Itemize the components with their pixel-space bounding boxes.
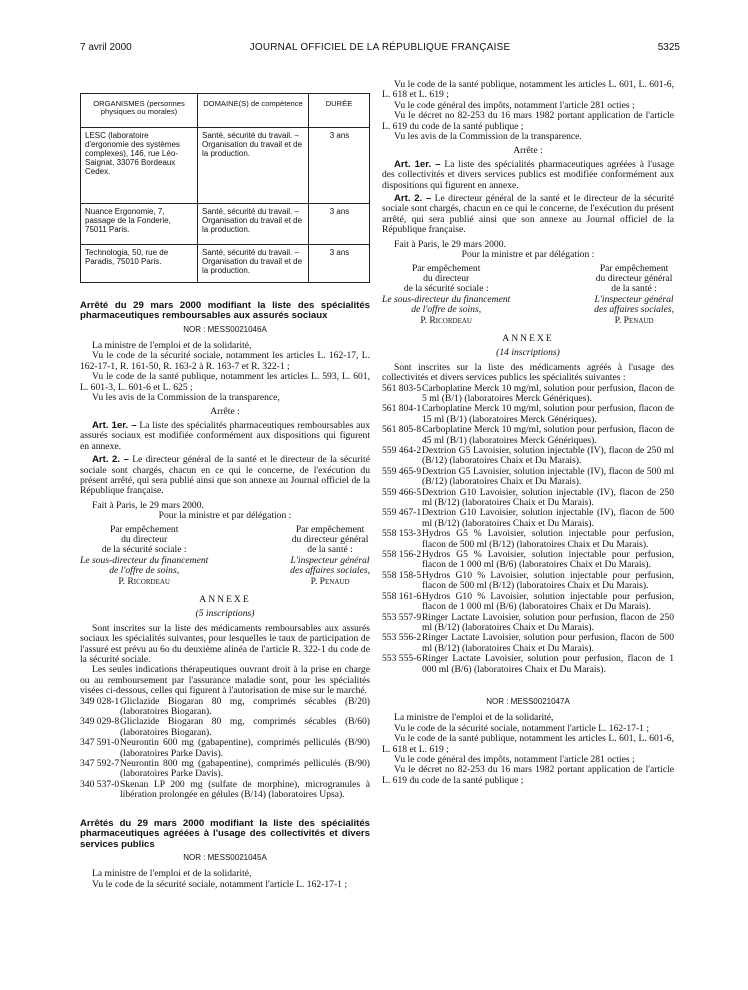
right-q5: Vu le décret no 82-253 du 16 mars 1982 portant application de l'article L. 619 du code de la santé publique ; [382, 764, 674, 786]
sig-line: de la santé : [307, 544, 353, 556]
list-item [382, 384, 674, 405]
list-item [80, 697, 370, 718]
table-cell-domaine: Santé, sécurité du travail. – Organisation du travail et de la production. [198, 127, 309, 203]
item-text: Ringer Lactate Lavoisier, solution pour perfusion, flacon de 250 ml (B/12) (laboratoires Chaix et Du Marais). [422, 611, 674, 633]
item-code: 558 161-6 [382, 590, 422, 602]
arrete1-p3: Vu le code de la santé publique, notamment les articles L. 593, L. 601, L. 601-3, L. 601-6 et L. 625 ; [80, 371, 370, 393]
list-item [382, 425, 674, 446]
right-item-list [382, 384, 674, 675]
item-code: 553 557-9 [382, 611, 422, 623]
item-text: Dextrion G10 Lavoisier, solution injectable (IV), flacon de 250 ml (B/12) (laboratoires Chaix et Du Marais). [422, 486, 674, 509]
left-column [80, 80, 370, 890]
item-code: 559 465-9 [382, 465, 422, 477]
item-code: 561 804-1 [382, 403, 422, 415]
article-label: Art. 1er. – [394, 158, 441, 170]
arrete1-nor: NOR : MESS0021046A [183, 324, 267, 334]
list-item [382, 508, 674, 529]
sig-line: Par empêchement [411, 262, 481, 274]
item-text: Hydros G10 % Lavoisier, solution injectable pour perfusion, flacon de 1 000 ml (B/6) (laboratoires Chaix et Du Marais). [422, 590, 674, 613]
item-text: Ringer Lactate Lavoisier, solution pour perfusion, flacon de 500 ml (B/12) (laboratoires Chaix et Du Marais). [422, 632, 674, 654]
sig-line: des affaires sociales, [594, 304, 674, 316]
table-header-domaine: DOMAINE(S) de compétence [198, 94, 309, 128]
item-text: Gliclazide Biogaran 80 mg, comprimés sécables (B/20) (laboratoires Biogaran). [120, 695, 370, 718]
header-date: 7 avril 2000 [80, 42, 132, 53]
arrete2-p1: La ministre de l'emploi et de la solidarité, [92, 868, 252, 880]
item-code: 347 592-7 [80, 758, 120, 770]
signature-right [594, 264, 674, 326]
article-label: Art. 2. – [92, 454, 129, 466]
list-item [382, 654, 674, 675]
item-text: Carboplatine Merck 10 mg/ml, solution pour perfusion, flacon de 45 ml (B/1) (laboratoires Merck Génériques). [422, 424, 674, 446]
right-q3: Vu le code de la santé publique, notamment les articles L. 601, L. 601-6, L. 618 et L. 619 ; [382, 733, 674, 755]
item-code: 340 537-0 [80, 778, 120, 790]
table-cell-duree: 3 ans [309, 244, 370, 282]
arrete2-title: Arrêtés du 29 mars 2000 modifiant la liste des spécialités pharmaceutiques agréées à l'usage des collectivités et divers services publics [80, 817, 370, 850]
page-header [80, 43, 680, 57]
item-text: Carboplatine Merck 10 mg/ml, solution pour perfusion, flacon de 15 ml (B/1) (laboratoires Merck Génériques). [422, 403, 674, 425]
signatory-name: P. Penaud [614, 314, 654, 326]
right-p1: Vu le code de la santé publique, notamment les articles L. 601, L. 601-6, L. 618 et L. 619 ; [382, 79, 674, 101]
right-inscriptions: (14 inscriptions) [496, 347, 560, 359]
item-code: 559 466-5 [382, 486, 422, 498]
signature-left [382, 264, 510, 326]
list-item [382, 633, 674, 654]
item-code: 561 803-5 [382, 382, 422, 394]
table-header-row [81, 94, 370, 128]
right-arrete: Arrête : [513, 145, 543, 157]
table-header-duree: DURÉE [309, 94, 370, 128]
arrete1-annexe-heading: ANNEXE [199, 593, 251, 605]
item-text: Ringer Lactate Lavoisier, solution pour perfusion, flacon de 1 000 ml (B/6) (laboratoires Chaix et Du Marais). [422, 653, 674, 675]
right-column [382, 80, 674, 786]
list-item [80, 717, 370, 738]
arrete1-inscriptions: (5 inscriptions) [195, 608, 255, 620]
right-p3: Vu le décret no 82-253 du 16 mars 1982 portant application de l'article L. 619 du code de la santé publique ; [382, 110, 674, 132]
sig-line: de la sécurité sociale : [403, 283, 489, 295]
signatory-name: P. Ricordeau [420, 314, 472, 326]
header-page-number: 5325 [657, 42, 680, 53]
list-item [382, 446, 674, 467]
item-text: Carboplatine Merck 10 mg/ml, solution pour perfusion, flacon de 5 ml (B/1) (laboratoires Merck Génériques). [422, 382, 674, 404]
sig-line: de l'offre de soins, [411, 304, 482, 316]
item-code: 349 029-8 [80, 716, 120, 728]
sig-line: de la santé : [611, 283, 657, 295]
right-q1: La ministre de l'emploi et de la solidarité, [394, 712, 554, 724]
article-label: Art. 1er. – [92, 419, 137, 431]
right-article-1 [382, 160, 674, 191]
right-fait: Fait à Paris, le 29 mars 2000. [394, 238, 506, 250]
organismes-table [80, 93, 370, 283]
item-code: 553 555-6 [382, 653, 422, 665]
item-code: 559 467-1 [382, 507, 422, 519]
item-code: 561 805-8 [382, 424, 422, 436]
table-row [81, 127, 370, 203]
item-code: 558 153-3 [382, 528, 422, 540]
header-journal-title: JOURNAL OFFICIEL DE LA RÉPUBLIQUE FRANÇAISE [249, 42, 511, 53]
arrete1-article-2 [80, 455, 370, 497]
arrete1-p4: Vu les avis de la Commission de la transparence, [92, 392, 280, 404]
article-label: Art. 2. – [394, 193, 432, 205]
item-text: Neurontin 600 mg (gabapentine), comprimés pelliculés (B/90) (laboratoires Parke Davis). [120, 737, 370, 759]
sig-line: du directeur [121, 533, 168, 545]
right-intro: Sont inscrites sur la liste des médicaments agréés à l'usage des collectivités et divers services publics les spécialités suivantes : [382, 361, 674, 384]
table-cell-domaine: Santé, sécurité du travail. – Organisation du travail et de la production. [198, 203, 309, 244]
item-text: Neurontin 800 mg (gabapentine), comprimés pelliculés (B/90) (laboratoires Parke Davis). [120, 758, 370, 780]
arrete1-fait: Fait à Paris, le 29 mars 2000. [92, 499, 204, 511]
right-q4: Vu le code général des impôts, notamment l'article 281 octies ; [394, 753, 635, 765]
signatory-name: P. Penaud [310, 575, 350, 587]
list-item [382, 488, 674, 509]
sig-line: L'inspecteur général [290, 554, 370, 566]
item-code: 553 556-2 [382, 632, 422, 644]
arrete1-item-list [80, 697, 370, 801]
item-text: Hydros G5 % Lavoisier, solution injectable pour perfusion, flacon de 1 000 ml (B/6) (laboratoires Chaix et Du Marais). [422, 549, 674, 571]
right-q2: Vu le code de la sécurité sociale, notamment l'article L. 162-17-1 ; [394, 722, 650, 734]
sig-line: Le sous-directeur du financement [80, 554, 209, 566]
arrete1-p2: Vu le code de la sécurité sociale, notamment les articles L. 162-17, L. 162-17-1, R. 161-50, R. 163-2 à R. 163-7 et R. 322-1 ; [80, 350, 370, 372]
right-p4: Vu les avis de la Commission de la transparence. [394, 131, 582, 143]
sig-line: des affaires sociales, [290, 565, 370, 577]
item-text: Skenan LP 200 mg (sulfate de morphine), microgranules à libération prolongée en gélules (B/14) (laboratoires Upsa). [120, 778, 370, 801]
item-text: Gliclazide Biogaran 80 mg, comprimés sécables (B/60) (laboratoires Biogaran). [120, 716, 370, 738]
item-code: 347 591-0 [80, 737, 120, 749]
item-text: Dextrion G5 Lavoisier, solution injectable (IV), flacon de 500 ml (B/12) (laboratoires Chaix et Du Marais). [422, 465, 674, 488]
list-item [382, 529, 674, 550]
item-code: 558 156-2 [382, 549, 422, 561]
list-item [382, 613, 674, 634]
arrete2-p2: Vu le code de la sécurité sociale, notamment l'article L. 162-17-1 ; [92, 878, 348, 890]
sig-line: L'inspecteur général [594, 293, 674, 305]
signatory-name: P. Ricordeau [118, 575, 170, 587]
article-text: Le directeur général de la santé et le directeur de la sécurité sociale sont chargés, chacun en ce qui le concerne, de l'exécution du présent arrêté, qui sera publié ainsi que son annexe au Journal officiel de la République française. [80, 454, 370, 497]
sig-line: de la sécurité sociale : [101, 544, 187, 556]
item-code: 349 028-1 [80, 695, 120, 707]
signature-left [80, 525, 208, 587]
item-text: Dextrion G10 Lavoisier, solution injectable (IV), flacon de 500 ml (B/12) (laboratoires Chaix et Du Marais). [422, 507, 674, 529]
signature-right [290, 525, 370, 587]
item-text: Dextrion G5 Lavoisier, solution injectable (IV), flacon de 250 ml (B/12) (laboratoires Chaix et Du Marais). [422, 445, 674, 467]
table-row [81, 244, 370, 282]
list-item [382, 571, 674, 592]
table-cell-domaine: Santé, sécurité du travail. – Organisation du travail et de la production. [198, 244, 309, 282]
sig-line: du directeur [423, 272, 470, 284]
table-header-organismes: ORGANISMES (personnes physiques ou morales) [81, 94, 198, 128]
item-code: 558 158-5 [382, 569, 422, 581]
article-text: La liste des spécialités pharmaceutiques remboursables aux assurés sociaux est modifiée conformément aux dispositions qui figurent en annexe. [80, 419, 370, 452]
list-item [80, 759, 370, 780]
table-cell-organisme: Nuance Ergonomie, 7, passage de la Fonderie, 75011 Paris. [81, 203, 198, 244]
sig-line: Par empêchement [599, 262, 669, 274]
sig-line: Par empêchement [295, 523, 365, 535]
right-signatures [382, 264, 674, 326]
item-text: Hydros G5 % Lavoisier, solution injectable pour perfusion, flacon de 500 ml (B/12) (laboratoires Chaix et Du Marais). [422, 528, 674, 550]
arrete1-title: Arrêté du 29 mars 2000 modifiant la liste des spécialités pharmaceutiques remboursables aux assurés sociaux [80, 299, 370, 322]
list-item [80, 738, 370, 759]
sig-line: Par empêchement [109, 523, 179, 535]
arrete1-intro1: Sont inscrites sur la liste des médicaments remboursables aux assurés sociaux les spécialités suivantes, pour lesquelles le taux de participation de l'assuré est prévu au 6o du deuxième alinéa de l'article R. 322-1 du code de la sécurité sociale. [80, 622, 370, 665]
list-item [382, 592, 674, 613]
right-nor2: NOR : MESS0021047A [486, 696, 570, 706]
item-code: 559 464-2 [382, 445, 422, 456]
article-text: La liste des spécialités pharmaceutiques agréées à l'usage des collectivités et divers services publics est modifiée conformément aux dispositions qui figurent en annexe. [382, 158, 674, 191]
right-article-2 [382, 194, 674, 236]
arrete1-signatures [80, 525, 370, 587]
sig-line: du directeur général [291, 533, 369, 545]
table-cell-organisme: LESC (laboratoire d'ergonomie des systèmes complexes), 146, rue Léo-Saignat, 33076 Bordeaux Cedex. [81, 127, 198, 203]
table-cell-duree: 3 ans [309, 203, 370, 244]
article-text: Le directeur général de la santé et le directeur de la sécurité sociale sont chargés, chacun en ce qui le concerne, de l'exécution du présent arrêté, qui sera publié ainsi que son annexe au Journal officiel de la République française. [382, 193, 674, 236]
arrete1-arrete: Arrête : [210, 406, 240, 418]
arrete1-intro2: Les seules indications thérapeutiques ouvrant droit à la prise en charge ou au remboursement par l'assurance maladie sont, pour les spécialités visées ci-dessous, celles qui figurent à l'autorisation de mise sur le marché. [80, 664, 370, 697]
list-item [80, 780, 370, 801]
arrete1-p1: La ministre de l'emploi et de la solidarité, [92, 340, 252, 352]
sig-line: Le sous-directeur du financement [382, 293, 511, 305]
arrete2-nor: NOR : MESS0021045A [183, 852, 267, 862]
arrete1-delegation: Pour la ministre et par délégation : [158, 510, 292, 522]
table-cell-organisme: Technologia, 50, rue de Paradis, 75010 Paris. [81, 244, 198, 282]
list-item [382, 404, 674, 425]
item-text: Hydros G10 % Lavoisier, solution injectable pour perfusion, flacon de 500 ml (B/12) (laboratoires Chaix et Du Marais). [422, 569, 674, 592]
right-p2: Vu le code général des impôts, notamment l'article 281 octies ; [394, 99, 635, 111]
table-row [81, 203, 370, 244]
list-item [382, 550, 674, 571]
sig-line: de l'offre de soins, [109, 565, 180, 577]
right-annexe-heading: ANNEXE [502, 332, 554, 344]
sig-line: du directeur général [595, 272, 673, 284]
right-delegation: Pour la ministre et par délégation : [461, 249, 595, 261]
list-item [382, 467, 674, 488]
table-cell-duree: 3 ans [309, 127, 370, 203]
arrete1-article-1 [80, 421, 370, 452]
